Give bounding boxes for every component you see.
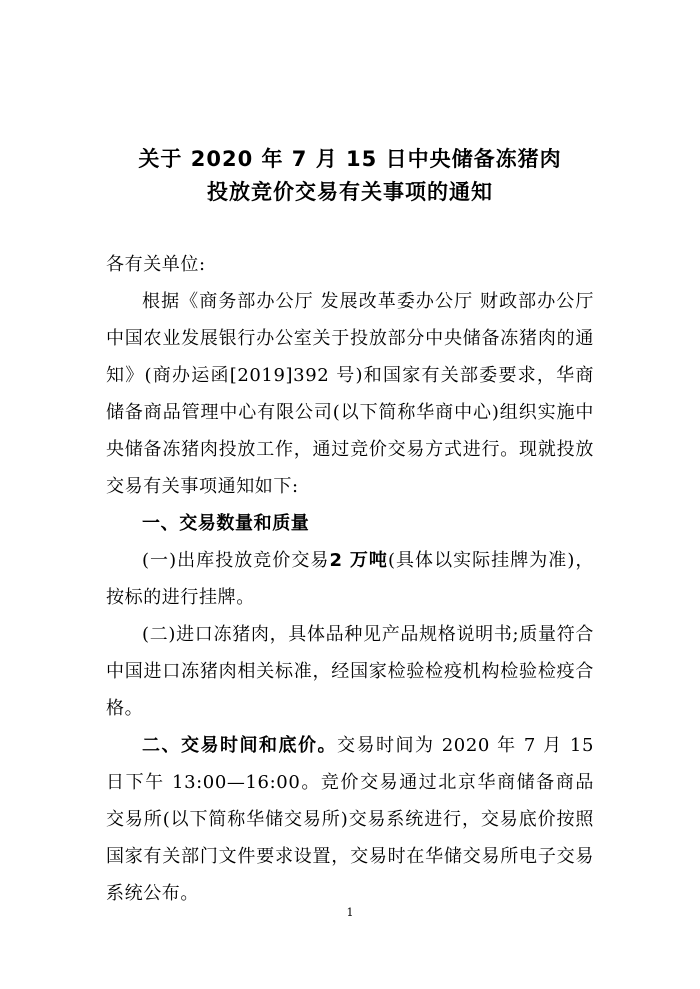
item-1-suffix: (具体以实际挂牌为准)，按标的进行挂牌。	[106, 550, 594, 608]
section-2-text: 交易时间为 2020 年 7 月 15 日下午 13:00—16:00。竞价交易通过北京华商储备商品交易所(以下简称华储交易所)交易系统进行，交易底价按照国家有关部门文件要求设置，交易时在华储交易所电子交易系统公布。	[106, 735, 594, 904]
section-2-heading: 二、交易时间和底价。	[142, 735, 338, 756]
item-2-paragraph: (二)进口冻猪肉，具体品种见产品规格说明书;质量符合中国进口冻猪肉相关标准，经国家检验检疫机构检验检疫合格。	[106, 624, 594, 719]
document-body	[106, 246, 594, 912]
item-1-prefix: (一)出库投放竞价交易	[142, 550, 330, 571]
intro-paragraph: 根据《商务部办公厅 发展改革委办公厅 财政部办公厅 中国农业发展银行办公室关于投放部分中央储备冻猪肉的通知》(商办运函[2019]392 号)和国家有关部委要求，华商储备商品管理中心有限公司(以下简称华商中心)组织实施中央储备冻猪肉投放工作，通过竞价交易方式进行。现就投放交易有关事项通知如下:	[106, 291, 594, 497]
item-1-quantity: 2 万吨	[329, 550, 388, 571]
section-1-heading: 一、交易数量和质量	[142, 513, 310, 534]
document-title-line-1: 关于 2020 年 7 月 15 日中央储备冻猪肉	[138, 147, 562, 171]
salutation: 各有关单位:	[106, 254, 206, 275]
item-1-paragraph	[106, 542, 594, 616]
document-title-line-2: 投放竞价交易有关事项的通知	[207, 180, 493, 204]
page-number: 1	[346, 906, 354, 919]
section-2-paragraph	[106, 727, 594, 912]
